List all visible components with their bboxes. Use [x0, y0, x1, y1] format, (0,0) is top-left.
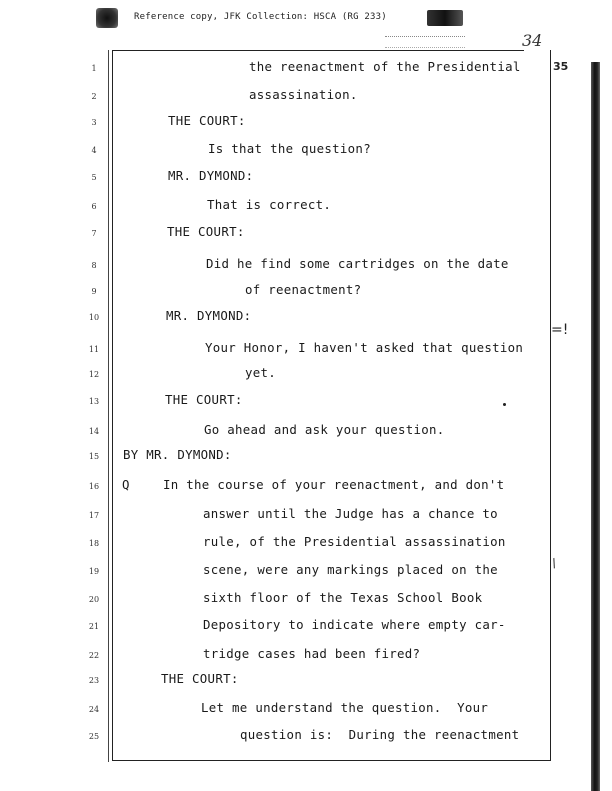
- transcript-line: [0, 422, 612, 442]
- line-number: 12: [88, 370, 100, 379]
- transcript-line: [0, 308, 612, 328]
- transcript-line: [0, 256, 612, 276]
- line-number: 8: [91, 261, 97, 270]
- line-number: 16: [88, 482, 100, 491]
- speaker-label: BY MR. DYMOND:: [123, 447, 232, 462]
- line-number: 19: [88, 567, 100, 576]
- line-text: Did he find some cartridges on the date: [206, 256, 509, 271]
- transcript-line: [0, 646, 612, 666]
- transcript-line: [0, 340, 612, 360]
- line-number: 11: [88, 345, 100, 354]
- line-number: 14: [88, 427, 100, 436]
- line-number: 1: [91, 64, 97, 73]
- transcript-line: [0, 87, 612, 107]
- line-text: In the course of your reenactment, and don't: [163, 477, 505, 492]
- line-text: sixth floor of the Texas School Book: [203, 590, 483, 605]
- transcript-line: [0, 590, 612, 610]
- line-text: Go ahead and ask your question.: [204, 422, 445, 437]
- line-text: Depository to indicate where empty car-: [203, 617, 506, 632]
- line-text: Your Honor, I haven't asked that question: [205, 340, 524, 355]
- transcript-line: [0, 224, 612, 244]
- line-number: 4: [91, 146, 97, 155]
- line-text: rule, of the Presidential assassination: [203, 534, 506, 549]
- page-number: 34: [522, 31, 543, 50]
- transcript-line: [0, 168, 612, 188]
- speaker-label: THE COURT:: [168, 113, 246, 128]
- line-number: 22: [88, 651, 100, 660]
- transcript-line: [0, 392, 612, 412]
- line-text: That is correct.: [207, 197, 332, 212]
- transcript-line: [0, 113, 612, 133]
- line-text: tridge cases had been fired?: [203, 646, 421, 661]
- transcript-line: [0, 506, 612, 526]
- line-text: assassination.: [249, 87, 358, 102]
- line-number: 20: [88, 595, 100, 604]
- line-number: 18: [88, 539, 100, 548]
- margin-mark-middle: =!: [551, 322, 569, 338]
- transcript-line: [0, 617, 612, 637]
- line-text: of reenactment?: [245, 282, 362, 297]
- line-text: Let me understand the question. Your: [201, 700, 489, 715]
- speaker-label: THE COURT:: [167, 224, 245, 239]
- margin-mark-lower: /: [549, 555, 559, 571]
- transcript-line: [0, 141, 612, 161]
- line-number: 17: [88, 511, 100, 520]
- speaker-label: THE COURT:: [165, 392, 243, 407]
- line-number: 9: [91, 287, 97, 296]
- line-number: 25: [88, 732, 100, 741]
- line-number: 3: [91, 118, 97, 127]
- transcript-line: [0, 671, 612, 691]
- line-text: the reenactment of the Presidential: [249, 59, 521, 74]
- question-marker: Q: [122, 477, 130, 492]
- transcript-line: [0, 282, 612, 302]
- margin-mark-top: 35: [553, 60, 569, 73]
- transcript-line: [0, 197, 612, 217]
- line-number: 13: [88, 397, 100, 406]
- line-text: answer until the Judge has a chance to: [203, 506, 498, 521]
- transcript-line: [0, 447, 612, 467]
- transcript-line: [0, 562, 612, 582]
- transcript-line: [0, 59, 612, 79]
- speaker-label: MR. DYMOND:: [166, 308, 252, 323]
- line-number: 5: [91, 173, 97, 182]
- line-number: 24: [88, 705, 100, 714]
- speaker-label: MR. DYMOND:: [168, 168, 254, 183]
- line-text: scene, were any markings placed on the: [203, 562, 498, 577]
- line-number: 10: [88, 313, 100, 322]
- transcript-line: [0, 727, 612, 747]
- transcript-line: [0, 365, 612, 385]
- line-text: question is: During the reenactment: [240, 727, 520, 742]
- line-number: 23: [88, 676, 100, 685]
- line-text: yet.: [245, 365, 277, 380]
- line-number: 6: [91, 202, 97, 211]
- transcript-line: [0, 534, 612, 554]
- line-number: 15: [88, 452, 100, 461]
- line-number: 21: [88, 622, 100, 631]
- line-number: 7: [91, 229, 97, 238]
- transcript-line: [0, 700, 612, 720]
- line-number: 2: [91, 92, 97, 101]
- speaker-label: THE COURT:: [161, 671, 239, 686]
- line-text: Is that the question?: [208, 141, 371, 156]
- transcript-line: [0, 477, 612, 497]
- archive-header: Reference copy, JFK Collection: HSCA (RG 233): [134, 12, 387, 22]
